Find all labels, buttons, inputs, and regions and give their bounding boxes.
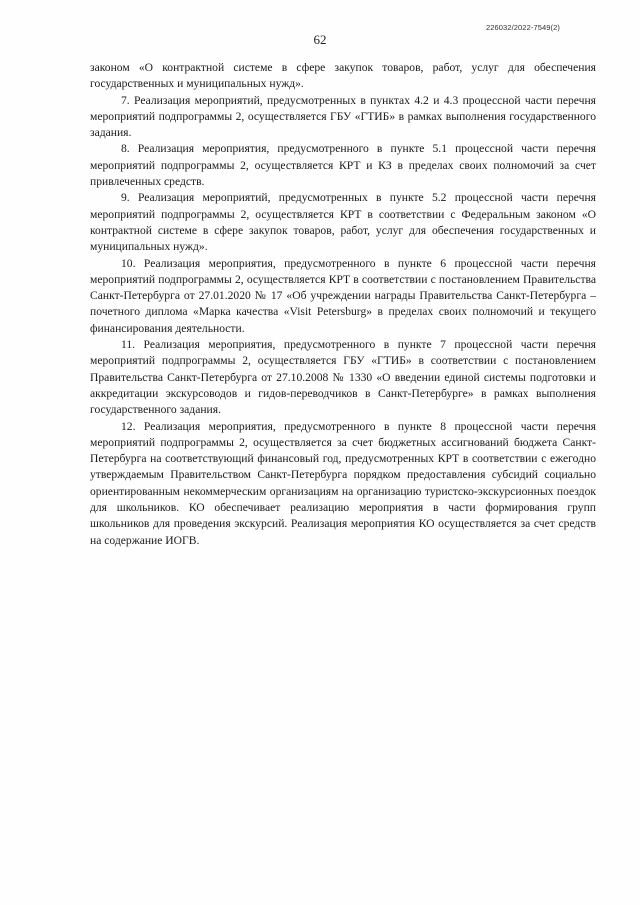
paragraph-9: 9. Реализация мероприятий, предусмотренных в пункте 5.2 процессной части перечня мероприятий подпрограммы 2, осуществляется КРТ в соответствии с Федеральным законом «О контрактной системе в сфере закупок товаров, работ, услуг для обеспечения государственных и муниципальных нужд». — [90, 191, 596, 254]
paragraph-10: 10. Реализация мероприятия, предусмотренного в пункте 6 процессной части перечня мероприятий подпрограммы 2, осуществляется КРТ в соответствии с постановлением Правительства Санкт-Петербурга от 27.01.2020 № 17 «Об учреждении награды Правительства Санкт-Петербурга – почетного диплома «Марка качества «Visit Petersburg» в пределах своих полномочий и текущего финансирования деятельности. — [90, 256, 596, 335]
paragraph-12: 12. Реализация мероприятия, предусмотренного в пункте 8 процессной части перечня мероприятий подпрограммы 2, осуществляется за счет бюджетных ассигнований бюджета Санкт-Петербурга на соответствующий финансовый год, предусмотренных КРТ в соответствии с ежегодно утверждаемым Правительством Санкт-Петербурга порядком предоставления субсидий социально ориентированным некоммерческим организациям на организацию туристско-экскурсионных поездок для школьников. КО обеспечивает реализацию мероприятия в части формирования групп школьников для проведения экскурсий. Реализация мероприятия КО осуществляется за счет средств на содержание ИОГВ. — [90, 419, 596, 547]
paragraph-8: 8. Реализация мероприятия, предусмотренного в пункте 5.1 процессной части перечня мероприятий подпрограммы 2, осуществляется КРТ и КЗ в пределах своих полномочий за счет привлеченных средств. — [90, 142, 596, 189]
page-number: 62 — [313, 32, 327, 47]
document-id: 226032/2022-7549(2) — [485, 23, 560, 32]
paragraph-continued: законом «О контрактной системе в сфере закупок товаров, работ, услуг для обеспечения государственных и муниципальных нужд». — [90, 61, 596, 91]
document-body — [90, 60, 596, 549]
paragraph-11: 11. Реализация мероприятия, предусмотренного в пункте 7 процессной части перечня мероприятий подпрограммы 2, осуществляется ГБУ «ГТИБ» в соответствии с постановлением Правительства Санкт-Петербурга от 27.10.2008 № 1330 «О введении единой системы подготовки и аккредитации экскурсоводов и гидов-переводчиков в Санкт-Петербурге» в рамках выполнения государственного задания. — [90, 338, 596, 417]
paragraph-7: 7. Реализация мероприятий, предусмотренных в пунктах 4.2 и 4.3 процессной части перечня мероприятий подпрограммы 2, осуществляется ГБУ «ГТИБ» в рамках выполнения государственного задания. — [90, 93, 596, 140]
